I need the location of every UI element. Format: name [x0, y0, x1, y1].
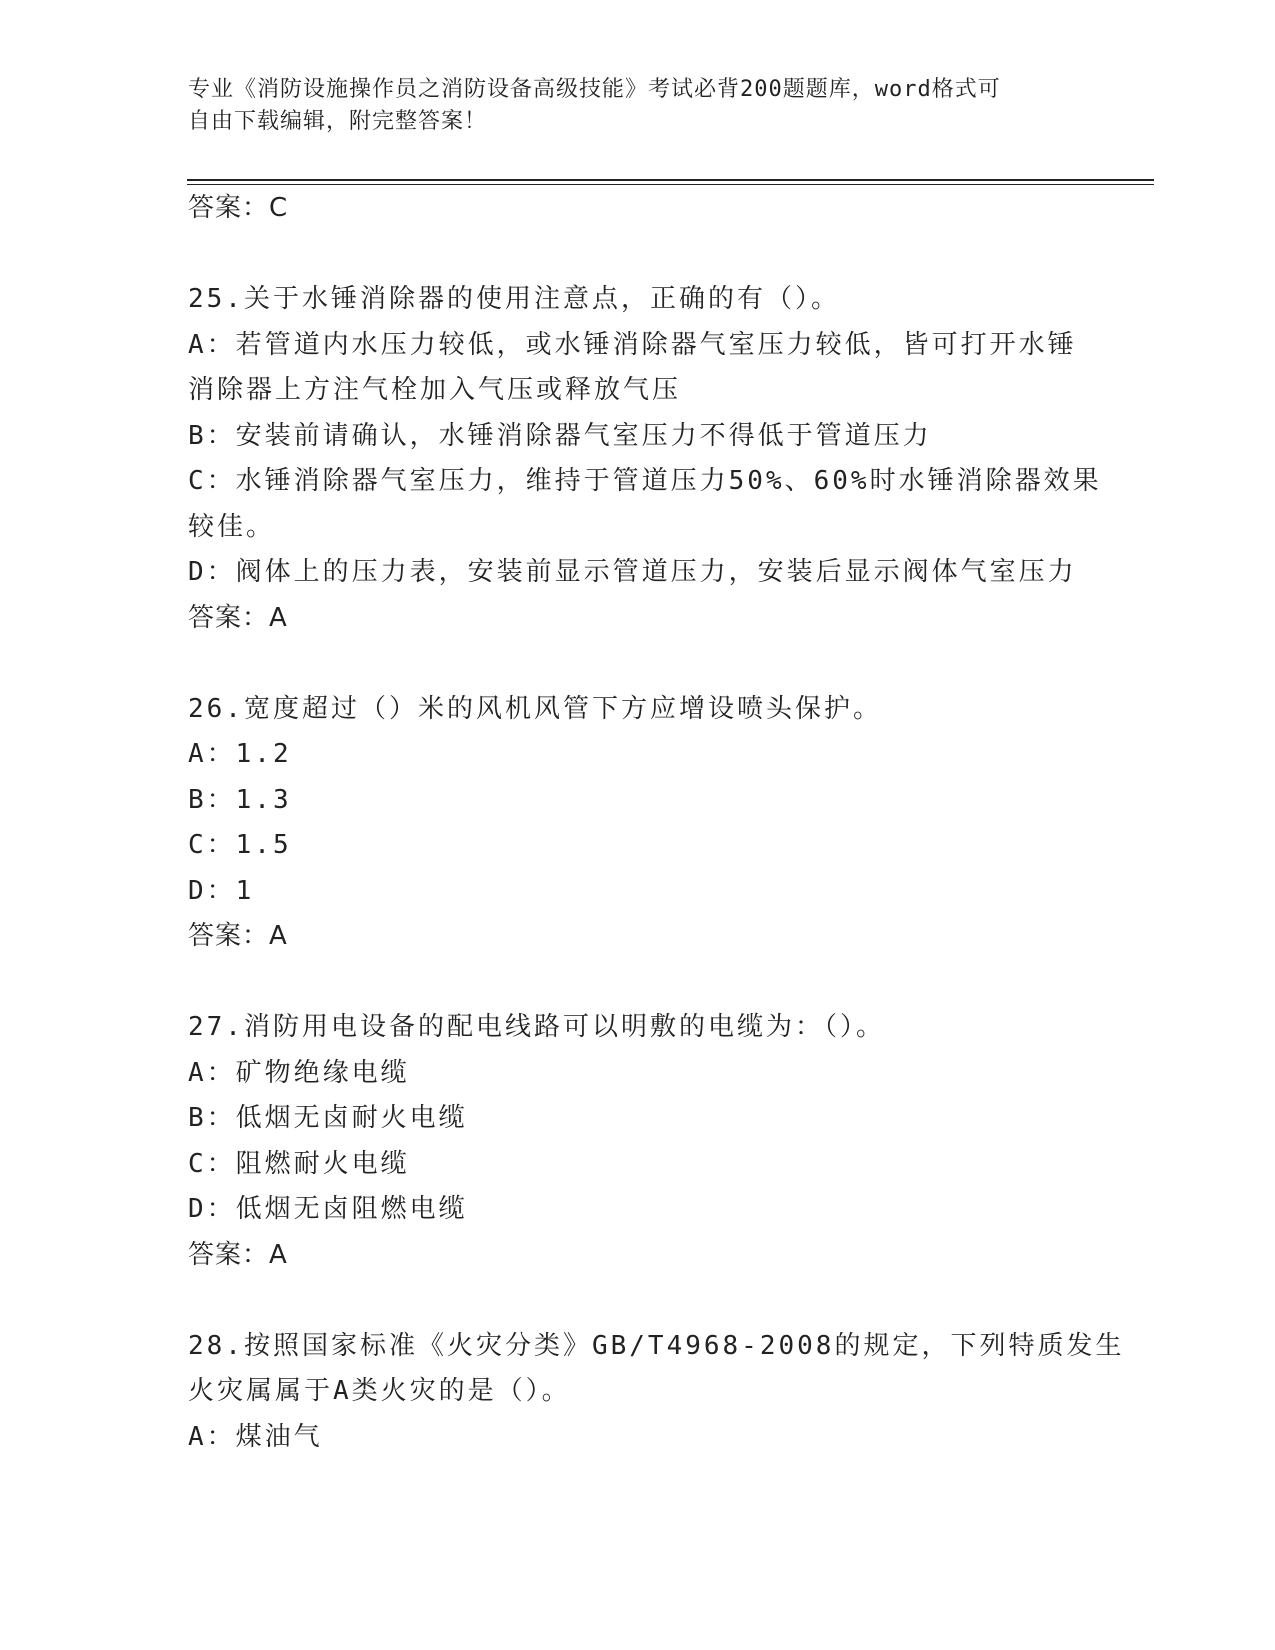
option-b: B：低烟无卤耐火电缆	[188, 1103, 468, 1133]
option-b: B：安装前请确认，水锤消除器气室压力不得低于管道压力	[188, 420, 932, 451]
header-rule-thick	[187, 179, 1154, 181]
document-header	[188, 74, 1088, 138]
question-25	[188, 277, 1118, 641]
option-c: C：1.5	[188, 830, 292, 860]
option-a: A：煤油气	[188, 1421, 323, 1452]
option-c: C：阻燃耐火电缆	[188, 1148, 410, 1179]
question-28	[188, 1324, 1125, 1461]
header-rule-thin	[187, 184, 1154, 185]
header-line-1: 专业《消防设施操作员之消防设备高级技能》考试必背200题题库，word格式可	[188, 77, 1001, 102]
option-d: D：1	[188, 875, 255, 906]
spacer	[188, 232, 1118, 278]
document-body	[188, 186, 1125, 1460]
spacer	[188, 641, 1118, 687]
answer-line: 答案：A	[188, 921, 288, 951]
option-a: A：矿物绝缘电缆	[188, 1057, 410, 1088]
option-a-cont: 消除器上方注气栓加入气压或释放气压	[188, 375, 682, 405]
option-c-cont: 较佳。	[188, 511, 276, 542]
spacer	[188, 960, 1118, 1006]
question-stem: 26.宽度超过（）米的风机风管下方应增设喷头保护。	[188, 693, 882, 724]
question-stem: 25.关于水锤消除器的使用注意点，正确的有（）。	[188, 284, 840, 314]
spacer	[188, 1278, 1118, 1324]
option-c: C：水锤消除器气室压力，维持于管道压力50%、60%时水锤消除器效果	[188, 466, 1102, 496]
option-a: A：1.2	[188, 739, 292, 769]
question-26	[188, 687, 1118, 960]
option-b: B：1.3	[188, 784, 292, 815]
question-stem-cont: 火灾属属于A类火灾的是（）。	[188, 1376, 571, 1406]
option-a: A：若管道内水压力较低，或水锤消除器气室压力较低，皆可打开水锤	[188, 329, 1077, 360]
answer-line: 答案：A	[188, 1239, 288, 1270]
option-d: D：低烟无卤阻燃电缆	[188, 1194, 468, 1224]
header-line-2: 自由下载编辑，附完整答案！	[188, 109, 488, 134]
question-stem: 28.按照国家标准《火灾分类》GB/T4968-2008的规定，下列特质发生	[188, 1330, 1125, 1361]
answer-line: 答案：A	[188, 602, 288, 633]
answer-line: 答案：C	[188, 193, 289, 223]
option-d: D：阀体上的压力表，安装前显示管道压力，安装后显示阀体气室压力	[188, 557, 1077, 587]
question-27	[188, 1005, 1118, 1278]
question-stem: 27.消防用电设备的配电线路可以明敷的电缆为：（）。	[188, 1012, 885, 1042]
